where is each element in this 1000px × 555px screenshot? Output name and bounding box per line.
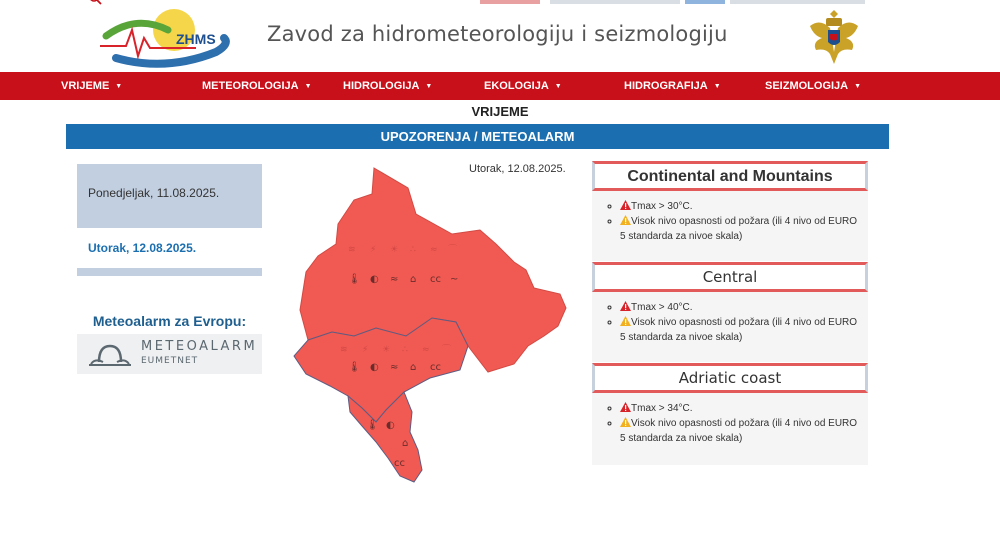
caret-down-icon: ▼: [115, 83, 123, 90]
svg-text:≈: ≈: [390, 362, 399, 373]
warning-yellow-icon: [620, 215, 631, 225]
svg-text:cc: cc: [394, 458, 405, 469]
day-tab-tomorrow[interactable]: [77, 228, 262, 268]
region-panel-adriatic: [592, 363, 868, 465]
caret-down-icon: ▼: [713, 83, 721, 90]
day-tab-label: Utorak, 12.08.2025.: [88, 241, 197, 255]
svg-text:≈: ≈: [422, 345, 430, 355]
site-title: Zavod za hidrometeorologiju i seizmologiju: [267, 22, 728, 46]
section-heading: VRIJEME: [471, 104, 529, 119]
svg-text:☀: ☀: [390, 245, 399, 255]
svg-text:≋: ≋: [340, 345, 348, 355]
warning-item: ◦ Tmax > 40°C.: [620, 300, 864, 315]
svg-text:🌡: 🌡: [348, 362, 361, 373]
nav-item-hidrografija[interactable]: HIDROGRAFIJA ▼: [624, 80, 721, 92]
svg-text:cc: cc: [430, 362, 441, 373]
svg-text:cc: cc: [430, 274, 441, 285]
svg-text:∴: ∴: [402, 345, 408, 355]
caret-down-icon: ▼: [425, 83, 433, 90]
nav-item-meteorologija[interactable]: METEOROLOGIJA ▼: [202, 80, 312, 92]
warning-item: ◦ Tmax > 34°C.: [620, 401, 864, 416]
region-panel-central: [592, 262, 868, 362]
caret-down-icon: ▼: [554, 83, 562, 90]
nav-item-hidrologija[interactable]: HIDROLOGIJA ▼: [343, 80, 433, 92]
meteoalarm-logo-sub: EUMETNET: [141, 356, 199, 366]
warning-red-icon: [620, 402, 631, 412]
svg-text:≈: ≈: [390, 274, 399, 285]
warning-yellow-icon: [620, 316, 631, 326]
map-date-label: Utorak, 12.08.2025.: [469, 163, 566, 175]
meteoalarm-logo-word: METEOALARM: [141, 339, 258, 354]
svg-text:🌡: 🌡: [348, 274, 361, 285]
main-navbar: [0, 72, 1000, 100]
svg-text:≈: ≈: [430, 245, 438, 255]
warnings-title-bar: UPOZORENJA / METEOALARM: [66, 124, 889, 149]
warning-item: ◦ Tmax > 30°C.: [620, 199, 864, 214]
day-tabs-divider: [77, 268, 262, 276]
svg-text:🌡: 🌡: [366, 420, 379, 431]
svg-text:◐: ◐: [386, 420, 395, 431]
warning-red-icon: [620, 200, 631, 210]
svg-text:☀: ☀: [382, 345, 391, 355]
meteoalarm-bell-icon: [85, 338, 135, 370]
region-title: Central: [592, 262, 868, 292]
svg-text:⌒: ⌒: [442, 345, 452, 355]
warning-list: [592, 191, 868, 254]
svg-text:◐: ◐: [370, 274, 379, 285]
warning-map: [290, 160, 570, 486]
svg-text:◐: ◐: [370, 362, 379, 373]
svg-text:⚡: ⚡: [362, 345, 369, 355]
svg-text:⚡: ⚡: [370, 245, 377, 255]
warning-item: ◦ Visok nivo opasnosti od požara (ili 4 nivo od EURO 5 standarda za nivoe skala): [620, 315, 864, 345]
svg-text:∴: ∴: [410, 245, 416, 255]
warning-item: ◦ Visok nivo opasnosti od požara (ili 4 nivo od EURO 5 standarda za nivoe skala): [620, 214, 864, 244]
top-links-strip: [480, 0, 870, 5]
svg-text:~: ~: [450, 274, 459, 285]
svg-text:⌂: ⌂: [410, 274, 417, 285]
zhms-logo[interactable]: [96, 8, 234, 68]
caret-down-icon: ▼: [854, 83, 862, 90]
meteoalarm-heading: Meteoalarm za Evropu:: [92, 313, 247, 329]
nav-item-vrijeme[interactable]: VRIJEME ▼: [61, 80, 123, 92]
warning-list: [592, 393, 868, 456]
warning-list: [592, 292, 868, 355]
nav-item-seizmologija[interactable]: SEIZMOLOGIJA ▼: [765, 80, 862, 92]
svg-text:⌂: ⌂: [402, 438, 409, 449]
search-icon[interactable]: [88, 0, 102, 6]
logo-text: ZHMS: [176, 31, 216, 47]
warning-red-icon: [620, 301, 631, 311]
region-title: Continental and Mountains: [592, 161, 868, 191]
coat-of-arms-icon: [806, 6, 862, 68]
region-title: Adriatic coast: [592, 363, 868, 393]
warning-item: ◦ Visok nivo opasnosti od požara (ili 4 nivo od EURO 5 standarda za nivoe skala): [620, 416, 864, 446]
day-tab-today[interactable]: [77, 164, 262, 228]
day-tab-label: Ponedjeljak, 11.08.2025.: [88, 186, 220, 200]
warning-yellow-icon: [620, 417, 631, 427]
svg-text:⌂: ⌂: [410, 362, 417, 373]
nav-item-ekologija[interactable]: EKOLOGIJA ▼: [484, 80, 562, 92]
meteoalarm-logo-link[interactable]: [77, 334, 262, 374]
region-panel-continental: [592, 161, 868, 261]
svg-text:⌒: ⌒: [448, 245, 458, 255]
caret-down-icon: ▼: [304, 83, 312, 90]
svg-text:≋: ≋: [348, 245, 356, 255]
